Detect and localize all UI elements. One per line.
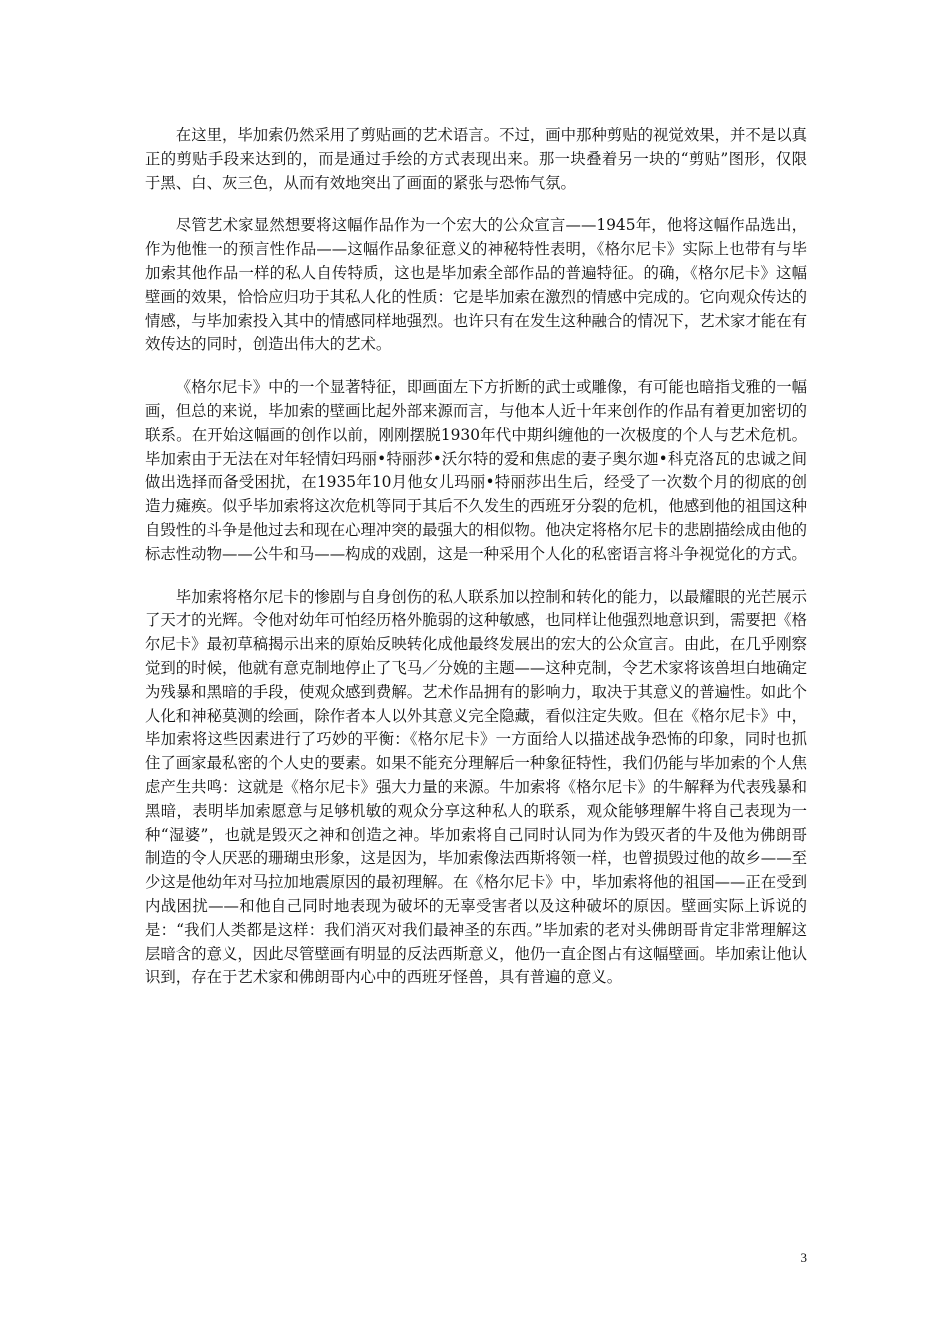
page-number: 3 bbox=[800, 1250, 807, 1265]
document-body bbox=[145, 124, 807, 1009]
paragraph-1: 在这里，毕加索仍然采用了剪贴画的艺术语言。不过，画中那种剪贴的视觉效果，并不是以真正的剪贴手段来达到的，而是通过手绘的方式表现出来。那一块叠着另一块的“剪贴”图形，仅限于黑、白、灰三色，从而有效地突出了画面的紧张与恐怖气氛。 bbox=[145, 126, 807, 192]
paragraph-4: 毕加索将格尔尼卡的惨剧与自身创伤的私人联系加以控制和转化的能力，以最耀眼的光芒展示了天才的光辉。令他对幼年可怕经历格外脆弱的这种敏感，也同样让他强烈地意识到，需要把《格尔尼卡》最初草稿揭示出来的原始反映转化成他最终发展出的宏大的公众宣言。由此，在几乎刚察觉到的时候，他就有意克制地停止了飞马／分娩的主题——这种克制，令艺术家将该兽坦白地确定为残暴和黑暗的手段，使观众感到费解。艺术作品拥有的影响力，取决于其意义的普遍性。如此个人化和神秘莫测的绘画，除作者本人以外其意义完全隐藏，看似注定失败。但在《格尔尼卡》中，毕加索将这些因素进行了巧妙的平衡：《格尔尼卡》一方面给人以描述战争恐怖的印象，同时也抓住了画家最私密的个人史的要素。如果不能充分理解后一种象征特性，我们仍能与毕加索的个人焦虑产生共鸣：这就是《格尔尼卡》强大力量的来源。牛加索将《格尔尼卡》的牛解释为代表残暴和黑暗，表明毕加索愿意与足够机敏的观众分享这种私人的联系，观众能够理解牛将自己表现为一种“湿婆”，也就是毁灭之神和创造之神。毕加索将自己同时认同为作为毁灭者的牛及他为佛朗哥制造的令人厌恶的珊瑚虫形象，这是因为，毕加索像法西斯将领一样，也曾损毁过他的故乡——至少这是他幼年对马拉加地震原因的最初理解。在《格尔尼卡》中，毕加索将他的祖国——正在受到内战困扰——和他自己同时地表现为破坏的无辜受害者以及这种破坏的原因。壁画实际上诉说的是：“我们人类都是这样：我们消灭对我们最神圣的东西。”毕加索的老对头佛朗哥肯定非常理解这层暗含的意义，因此尽管壁画有明显的反法西斯意义，他仍一直企图占有这幅壁画。毕加索让他认识到，存在于艺术家和佛朗哥内心中的西班牙怪兽，具有普遍的意义。 bbox=[145, 587, 807, 987]
paragraph-3: 《格尔尼卡》中的一个显著特征，即画面左下方折断的武士或雕像，有可能也暗指戈雅的一幅画，但总的来说，毕加索的壁画比起外部来源而言，与他本人近十年来创作的作品有着更加密切的联系。在开始这幅画的创作以前，刚刚摆脱1930年代中期纠缠他的一次极度的个人与艺术危机。毕加索由于无法在对年轻情妇玛丽•特丽莎•沃尔特的爱和焦虑的妻子奥尔迦•科克洛瓦的忠诚之间做出选择而备受困扰，在1935年10月他女儿玛丽•特丽莎出生后，经受了一次数个月的彻底的创造力瘫痪。似乎毕加索将这次危机等同于其后不久发生的西班牙分裂的危机，他感到他的祖国这种自毁性的斗争是他过去和现在心理冲突的最强大的相似物。他决定将格尔尼卡的悲剧描绘成由他的标志性动物——公牛和马——构成的戏剧，这是一种采用个人化的私密语言将斗争视觉化的方式。 bbox=[145, 378, 807, 563]
paragraph-2: 尽管艺术家显然想要将这幅作品作为一个宏大的公众宣言——1945年，他将这幅作品选出，作为他惟一的预言性作品——这幅作品象征意义的神秘特性表明，《格尔尼卡》实际上也带有与毕加索其他作品一样的私人自传特质，这也是毕加索全部作品的普遍特征。的确，《格尔尼卡》这幅壁画的效果，恰恰应归功于其私人化的性质：它是毕加索在激烈的情感中完成的。它向观众传达的情感，与毕加索投入其中的情感同样地强烈。也许只有在发生这种融合的情况下，艺术家才能在有效传达的同时，创造出伟大的艺术。 bbox=[145, 216, 807, 354]
